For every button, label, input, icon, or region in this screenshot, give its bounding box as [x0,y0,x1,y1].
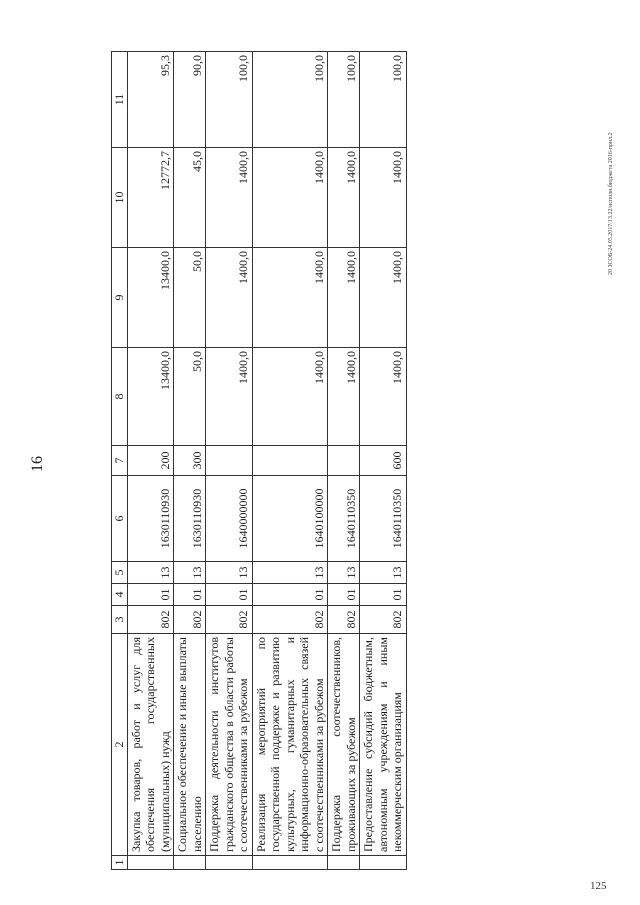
cell-subsection: 13 [360,562,407,584]
cell-ministry: 802 [360,606,407,634]
cell-subsection: 13 [206,562,253,584]
row-name: Предоставление субсидий бюджетным, автономным учреждениям и иным некоммерческим организациям [360,634,407,856]
column-header: 5 [112,562,128,584]
header-row [112,52,128,870]
row-name: Реализация мероприятий по государственной поддержке и развитию культурных, гуманитарных и информационно-образовательных связей с соотечественниками за рубежом [252,634,328,856]
cell-c10: 1400,0 [252,148,328,248]
cell-c8: 50,0 [174,348,206,446]
cell-c9: 50,0 [174,248,206,348]
sheet-number: 125 [590,880,607,892]
column-header: 8 [112,348,128,446]
column-header: 7 [112,446,128,476]
table-row [206,52,253,870]
column-header: 6 [112,476,128,562]
cell-subsection: 13 [252,562,328,584]
cell-ministry: 802 [252,606,328,634]
row-name: Закупка товаров, работ и услуг для обеспечения государственных (муниципальных) нужд [127,634,174,856]
table-row [127,52,174,870]
side-note: 20 ЗСОБ-24.05.2017/13.22/исполн.бюджета 2016-прил.2 [608,132,614,275]
cell-c8: 1400,0 [252,348,328,446]
cell-subsection: 13 [174,562,206,584]
cell-c9: 13400,0 [127,248,174,348]
table-row [328,52,360,870]
cell-expense-type [252,446,328,476]
cell-c11: 100,0 [252,52,328,148]
cell-c10: 12772,7 [127,148,174,248]
cell-c9: 1400,0 [252,248,328,348]
cell-expense-type [206,446,253,476]
cell-target: 1640110350 [328,476,360,562]
cell-c10: 45,0 [174,148,206,248]
row-name: Социальное обеспечение и иные выплаты населению [174,634,206,856]
cell-c9: 1400,0 [206,248,253,348]
page-number: 16 [29,456,46,472]
table-row [252,52,328,870]
cell-c8: 13400,0 [127,348,174,446]
row-name: Поддержка деятельности институтов гражданского общества в области работы с соотечественниками за рубежом [206,634,253,856]
cell-c10: 1400,0 [206,148,253,248]
cell-section: 01 [206,584,253,606]
cell-c11: 100,0 [206,52,253,148]
cell-c11: 95,3 [127,52,174,148]
table-row [360,52,407,870]
cell-target: 1630110930 [127,476,174,562]
column-header: 9 [112,248,128,348]
column-header: 4 [112,584,128,606]
table-row [174,52,206,870]
cell-c9: 1400,0 [328,248,360,348]
cell-subsection: 13 [328,562,360,584]
cell-c10: 1400,0 [328,148,360,248]
cell-subsection: 13 [127,562,174,584]
cell-c10: 1400,0 [360,148,407,248]
cell-ministry: 802 [174,606,206,634]
cell-target: 1640000000 [206,476,253,562]
cell-c11: 100,0 [360,52,407,148]
cell-c11: 90,0 [174,52,206,148]
cell-ministry: 802 [328,606,360,634]
row-name: Поддержка соотечественников, проживающих за рубежом [328,634,360,856]
cell-c8: 1400,0 [360,348,407,446]
cell-section: 01 [174,584,206,606]
cell-target: 1630110930 [174,476,206,562]
column-header: 1 [112,856,128,870]
budget-table-wrapper [110,52,575,870]
cell-c8: 1400,0 [206,348,253,446]
cell-section: 01 [127,584,174,606]
cell-c8: 1400,0 [328,348,360,446]
cell-target: 1640100000 [252,476,328,562]
cell-ministry: 802 [206,606,253,634]
cell-section: 01 [360,584,407,606]
cell-expense-type: 200 [127,446,174,476]
cell-section: 01 [252,584,328,606]
budget-table [111,51,407,870]
cell-expense-type: 600 [360,446,407,476]
cell-c11: 100,0 [328,52,360,148]
cell-expense-type [328,446,360,476]
cell-target: 1640110350 [360,476,407,562]
column-header: 11 [112,52,128,148]
column-header: 3 [112,606,128,634]
column-header: 10 [112,148,128,248]
cell-ministry: 802 [127,606,174,634]
cell-expense-type: 300 [174,446,206,476]
cell-section: 01 [328,584,360,606]
column-header: 2 [112,634,128,856]
cell-c9: 1400,0 [360,248,407,348]
